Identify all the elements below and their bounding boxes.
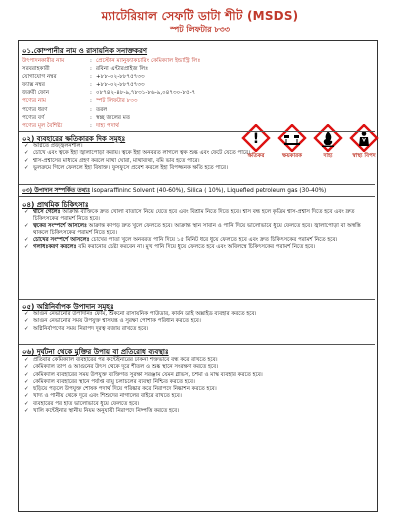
list-item: ✓ ছড়িয়ে পড়লে উপযুক্ত শোষক পদার্থ দিয়ে পরিষ্কার করে নিরাপদে নিষ্কাশন করতে হবে। xyxy=(24,386,369,393)
list-item: ✓ অগ্নিতে প্রজ্জ্বলনশীল। xyxy=(24,143,234,150)
section-4-title: ০৪) প্রাথমিক চিকিৎসাঃ xyxy=(22,201,89,209)
first-aid-list xyxy=(24,209,369,252)
ghs-harmful: ! ক্ষতিকর xyxy=(236,124,276,161)
section-6-title: ০৬) দুর্ঘটনা থেকে মুক্তির উপায় বা প্রতিরোধ ব্যবস্থাঃ xyxy=(22,348,169,356)
list-item: ✓ কেমিক্যাল ব্যবহারের স্থানে পর্যাপ্ত বায়ু চলাচলের ব্যবস্থা নিশ্চিত করতে হবে। xyxy=(24,379,369,386)
document-title: ম্যাটেরিয়াল সেফটি ডাটা শীট (MSDS) xyxy=(101,9,299,23)
id-row: সরবরাহকারী : রবিনা এন্টারপ্রাইজ লিঃ xyxy=(22,66,149,73)
ghs-corrosive: ক্ষয়কারক xyxy=(272,124,312,161)
section-3-title: ০৩) উপাদান সম্পর্কিত তথ্যঃ xyxy=(22,188,91,194)
document-subtitle: স্পট লিফটার ৮৩৩ xyxy=(170,25,230,34)
id-row: জরুরী ফোন : ০৮৭৪২-৪৮-৯,৭৮৩১-৮৬-৯,০৪৭৩০-৮৫-৭ xyxy=(22,90,196,97)
ghs-flammable: দাহ্য xyxy=(308,124,348,161)
list-item: ✓ আগুন নেভানোর উপাদানঃ ফোম, শুকনো রাসায়নিক পাউডার, কার্বন ডাই অক্সাইড ব্যবহার করতে হবে। xyxy=(24,311,369,318)
hazards-list xyxy=(24,143,251,172)
id-row: পণ্যের নাম : স্পট লিফটার ৮৩৩ xyxy=(22,98,138,105)
exclamation-icon xyxy=(236,124,276,152)
list-item: ✓ অগ্নিনির্বাপণের সময় নিরাপদ দূরত্ব বজায় রাখতে হবে। xyxy=(24,326,369,333)
list-item: ✓ খাদ্য ও পানীয় থেকে দূরে এবং শিশুদের নাগালের বাইরে রাখতে হবে। xyxy=(24,393,369,400)
list-item: ✓ চোখের সংস্পর্শে আসলেঃ চোখের পাতা খুলে অনবরত পানি দিয়ে ১৫ মিনিট ধরে ধুয়ে ফেলতে হবে এবং দ্রুত চিকিৎসকের পরামর্শ নিতে হবে। xyxy=(24,237,369,244)
flame-icon xyxy=(308,124,348,152)
ghs-health-hazard: স্বাস্থ্য বিপদ xyxy=(344,124,384,161)
fire-fighting-list xyxy=(24,311,369,333)
list-item: ✓ শ্বাস-প্রশ্বাসের মাধ্যমে গ্রহণ করলে মাথা ঘোরা, মাথাব্যথা, বমি ভাব হতে পারে। xyxy=(24,158,378,165)
list-item: ✓ খালি কন্টেইনার স্থানীয় নিয়ম অনুযায়ী নিরাপদে নিষ্পত্তি করতে হবে। xyxy=(24,408,369,415)
list-item: ✓ চোখে এবং ত্বকে ইহা জ্বালাপোড়া করায়। ত্বকে ইহা অনবরত লাগলে ত্বক শুষ্ক এবং ফেটে যেতে পারে। xyxy=(24,150,378,157)
list-item: ✓ কেমিক্যাল তাপ ও আগুনের উৎস থেকে দূরে শীতল ও শুষ্ক স্থানে সংরক্ষণ করতে হবে। xyxy=(24,364,369,371)
health-hazard-icon xyxy=(344,124,384,152)
id-row: পণ্যের মূল বৈশিষ্ট্য : দাহ্য পদার্থ xyxy=(22,122,119,129)
identification-table xyxy=(22,57,227,130)
svg-text:!: ! xyxy=(252,131,260,147)
section-5-title: ০৫) অগ্নিনির্বাপক উপাদান সমূহঃ xyxy=(22,303,114,311)
id-row: উৎপাদনকারীর নাম : প্রেস্টোন ম্যানুফ্যাকচারিং কেমিক্যাল ইন্ডাস্ট্রি লিঃ xyxy=(22,58,201,64)
list-item: ✓ প্রতিবার কেমিক্যাল ব্যবহারের পর কন্টেইনারের ঢাকনা শক্তভাবে বন্ধ করে রাখতে হবে। xyxy=(24,357,369,364)
composition-text: Isoparaffininc Solvent (40-60%), Silica ( 10%), Liquefied petroleum gas (30-40%) xyxy=(91,188,327,194)
id-row: ফ্যাক্স নম্বর : +৮৮-০২-৮৮৭৫৭৩৩ xyxy=(22,82,145,89)
id-row: পণ্যের ধরণ : তরল xyxy=(22,106,108,113)
list-item: ✓ ত্বকের সংস্পর্শে আসলেঃ আক্রান্ত কাপড় দ্রুত খুলে ফেলতে হবে। আক্রান্ত স্থান সাবান ও পানি দিয়ে ভালোভাবে ধুয়ে ফেলতে হবে। জ্বালাপোড়া বা অস্বস্তি থাকলে চিকিৎসকের পরামর্শ নিতে হবে। xyxy=(24,223,369,237)
list-item: ✓ ভুলক্রমে গিলে ফেললে ইহা বিষাক্ত। ফুসফুসে প্রবেশ করলে ইহা বিপজ্জনক ক্ষতি হতে পারে। xyxy=(24,165,378,172)
list-item: ✓ শ্বাসে গেলেঃ আক্রান্ত ব্যক্তিকে দ্রুত খোলা বাতাসে নিয়ে যেতে হবে এবং বিশ্রাম নিতে দিতে হবে। শ্বাস বন্ধ হলে কৃত্রিম শ্বাস-প্রশ্বাস দিতে হবে এবং দ্রুত চিকিৎসকের পরামর্শ নিতে হবে। xyxy=(24,209,369,223)
section-1-title: ০১.কোম্পানীর নাম ও রাসায়নিক সনাক্তকরণ xyxy=(22,47,148,55)
list-item: ✓ আগুন নেভানোর সময় উপযুক্ত শ্বাসযন্ত্র ও সুরক্ষা পোশাক পরিধান করতে হবে। xyxy=(24,318,369,325)
list-item: ✓ ব্যবহারের পর হাত ভালোভাবে ধুয়ে ফেলতে হবে। xyxy=(24,401,369,408)
list-item: ✓ গলাধঃকরণ করলেঃ বমি করানোর চেষ্টা করবেন না। মুখ পানি দিয়ে ধুয়ে ফেলতে হবে এবং অবিলম্বে চিকিৎসকের পরামর্শ নিতে হবে। xyxy=(24,244,369,251)
list-item: ✓ কেমিক্যাল ব্যবহারের সময় উপযুক্ত ব্যক্তিগত সুরক্ষা সরঞ্জাম যেমন গ্লাভস, চশমা ও মাস্ক ব্যবহার করতে হবে। xyxy=(24,372,369,379)
corrosive-icon xyxy=(272,124,312,152)
id-row: পণ্যের বর্ণ : স্বচ্ছ জলের মত xyxy=(22,114,131,121)
composition-line xyxy=(22,186,326,196)
precautions-list xyxy=(24,357,369,415)
section-2-title: ০২) ব্যবহারের ক্ষতিকারক দিক সমূহঃ xyxy=(22,135,126,143)
id-row: যোগাযোগ নম্বর : +৮৮-০২-৮৮৭৫৭৩৩ xyxy=(22,74,145,81)
